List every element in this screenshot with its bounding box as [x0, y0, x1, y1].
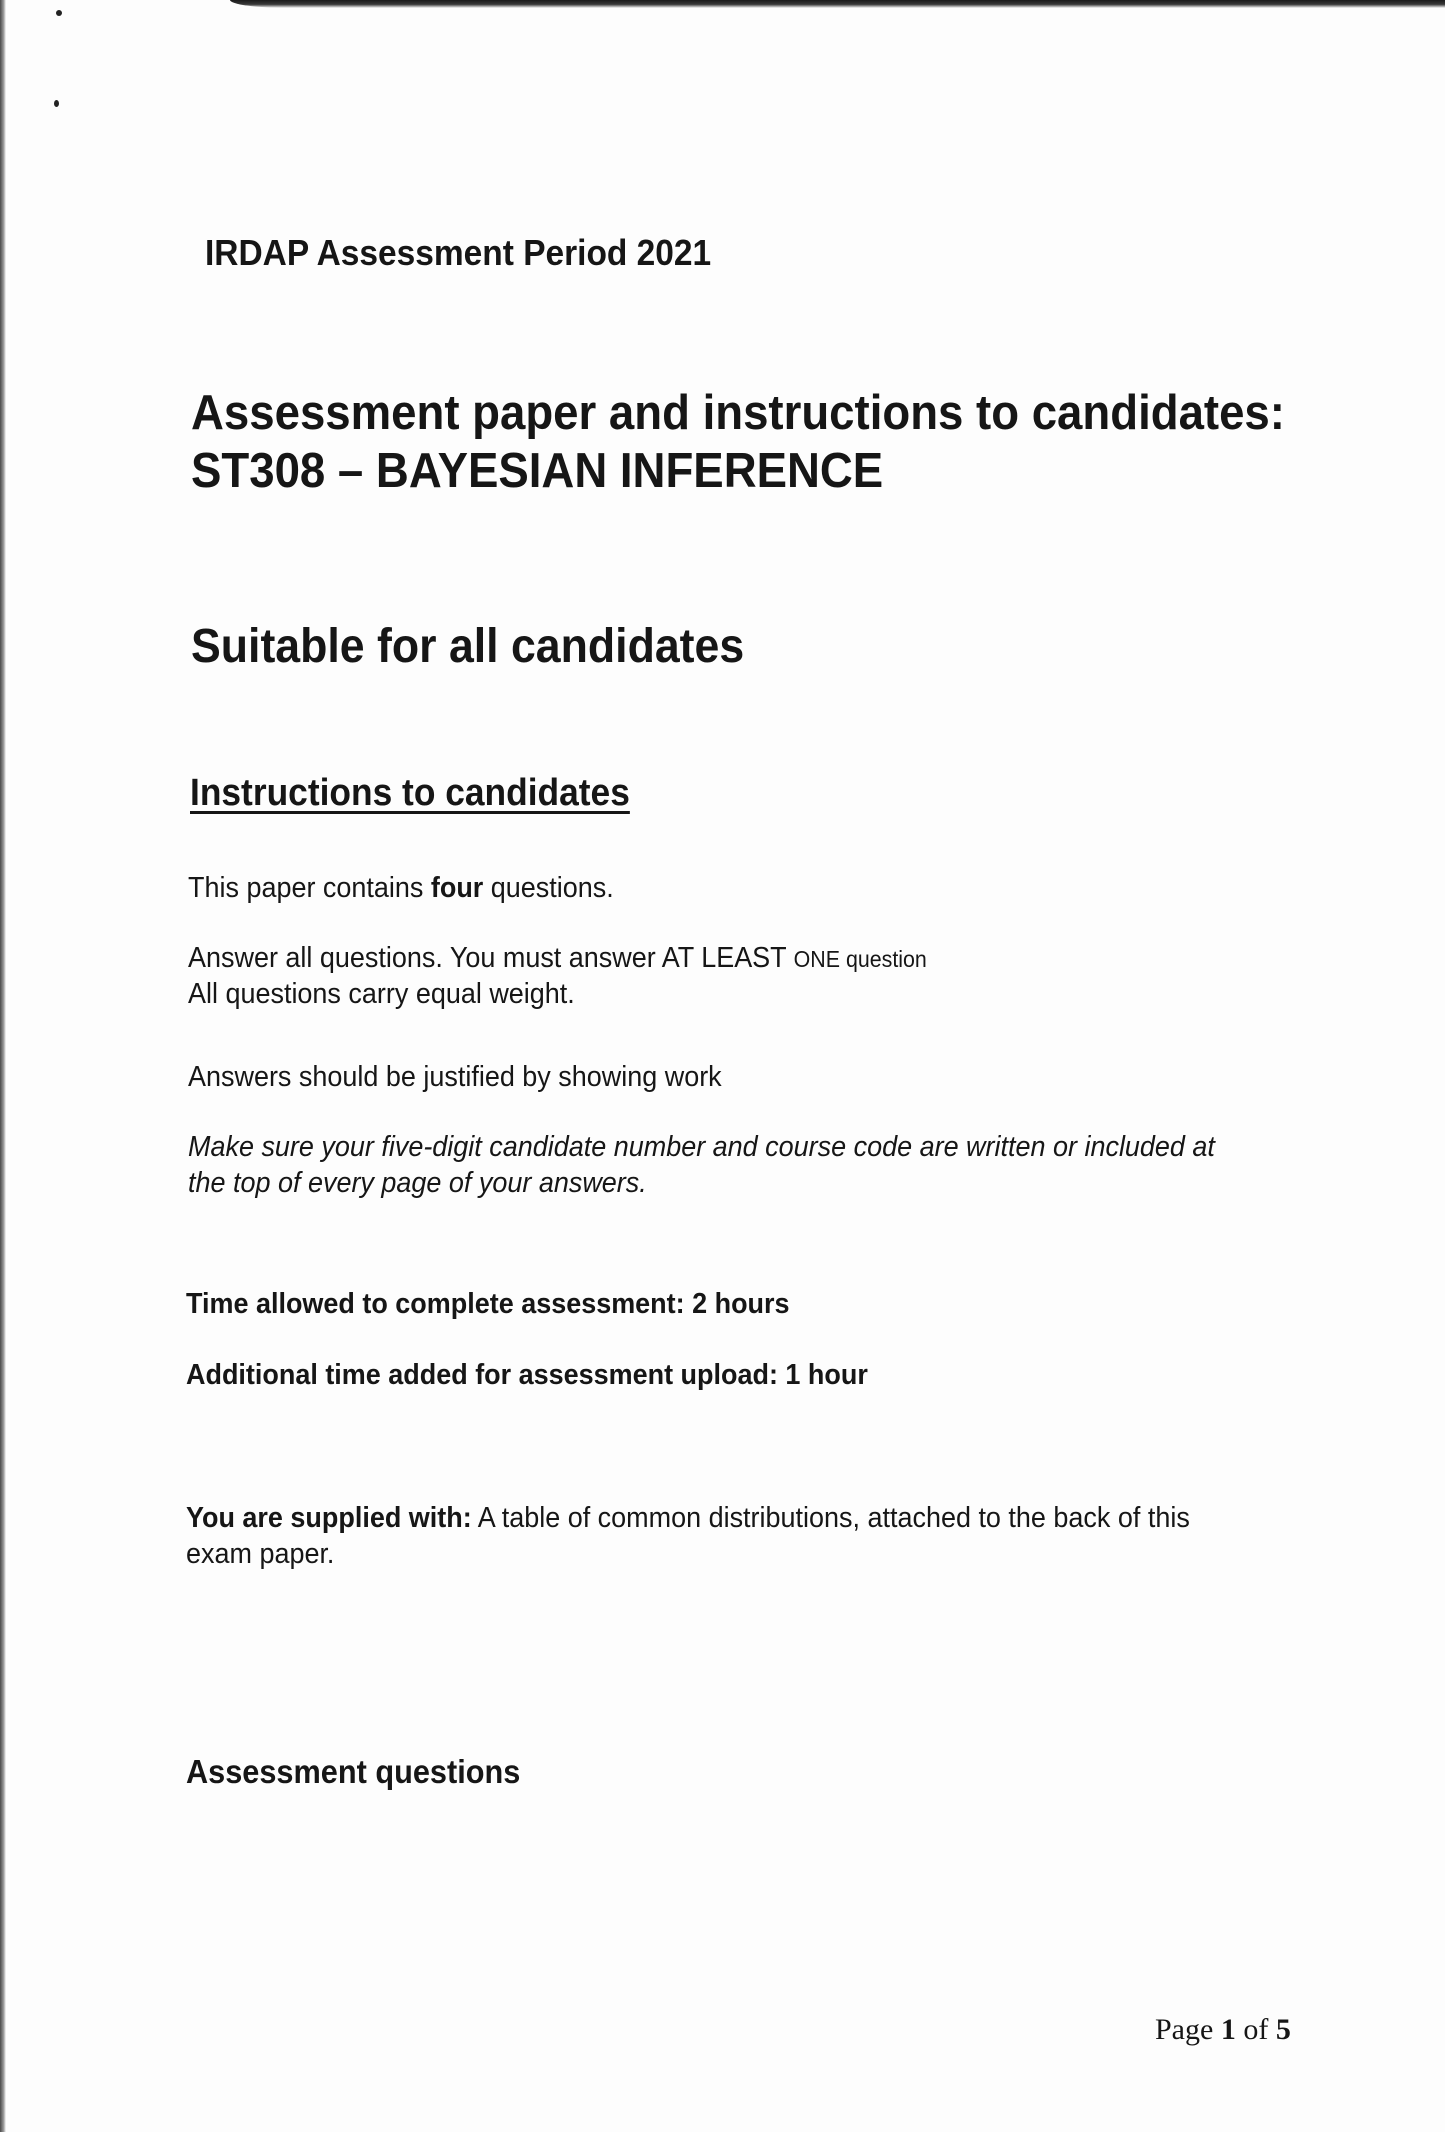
supplied-line-2: exam paper. — [186, 1538, 335, 1570]
scan-edge-left — [0, 0, 6, 2132]
paper-title-line-2: ST308 – BAYESIAN INFERENCE — [191, 444, 884, 498]
scan-edge-top — [230, 0, 1445, 8]
justify-line: Answers should be justified by showing work — [188, 1061, 722, 1093]
page-total: 5 — [1275, 2013, 1291, 2046]
paper-title-line-1: Assessment paper and instructions to candidates: — [191, 386, 1285, 440]
question-count-prefix: This paper contains — [188, 872, 431, 904]
upload-time: Additional time added for assessment upload: 1 hour — [186, 1359, 868, 1391]
candidate-note-line-1: Make sure your five-digit candidate number and course code are written or included at — [188, 1131, 1215, 1163]
time-allowed: Time allowed to complete assessment: 2 hours — [186, 1288, 790, 1320]
equal-weight-line: All questions carry equal weight. — [188, 978, 575, 1010]
scan-speck — [54, 100, 59, 107]
supplied-label: You are supplied with: — [186, 1502, 472, 1534]
question-count-line — [188, 872, 614, 905]
page-of-word: of — [1235, 2013, 1276, 2046]
answer-requirement-small: ONE question — [793, 946, 927, 972]
page-current: 1 — [1220, 2013, 1236, 2046]
supplied-text-1: A table of common distributions, attached to the back of this — [471, 1502, 1190, 1534]
scan-speck — [56, 10, 62, 16]
answer-requirement-main: Answer all questions. You must answer AT LEAST — [188, 942, 794, 974]
assessment-period: IRDAP Assessment Period 2021 — [205, 232, 712, 273]
candidate-note-line-2: the top of every page of your answers. — [188, 1167, 647, 1199]
answer-requirement-line — [188, 942, 927, 975]
question-count-word: four — [430, 872, 484, 904]
question-count-suffix: questions. — [483, 872, 614, 904]
page-number — [1155, 2013, 1291, 2047]
supplied-line-1 — [186, 1502, 1190, 1535]
suitability-heading: Suitable for all candidates — [191, 620, 745, 673]
instructions-heading: Instructions to candidates — [190, 772, 630, 814]
assessment-questions-heading: Assessment questions — [186, 1753, 521, 1790]
page-word: Page — [1155, 2013, 1221, 2046]
